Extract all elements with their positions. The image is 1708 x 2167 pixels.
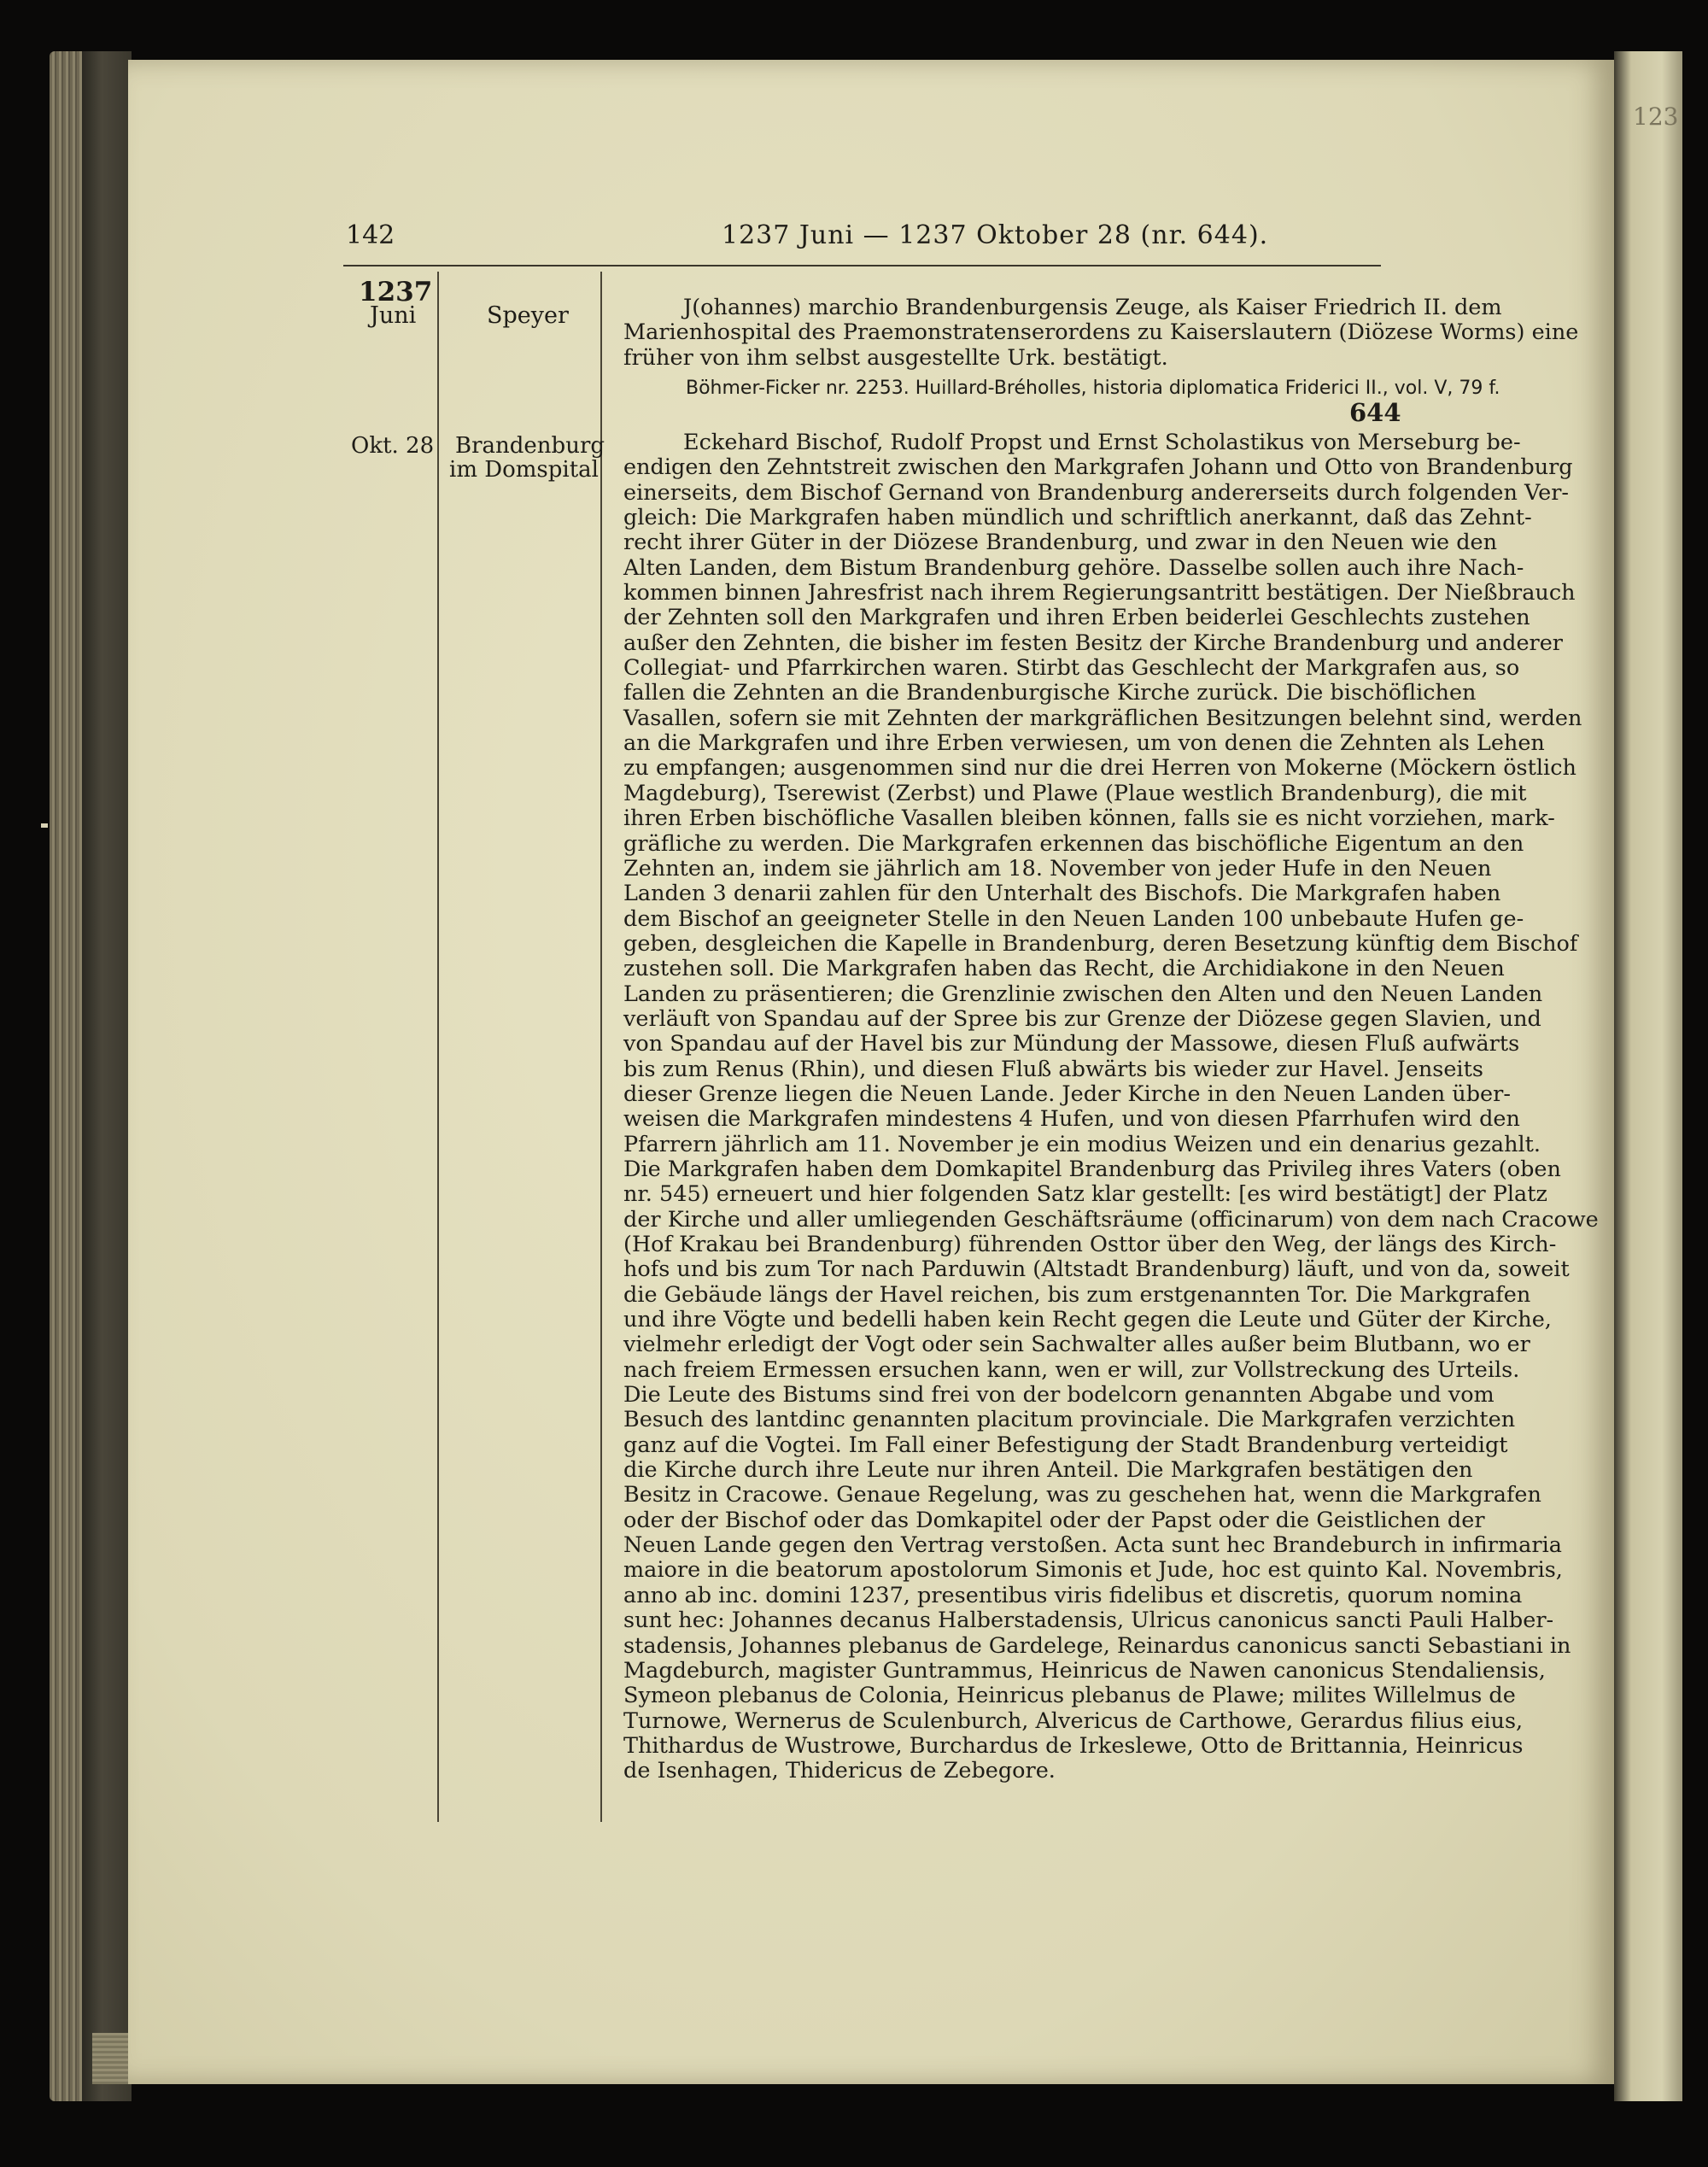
next-page-edge [1614, 51, 1682, 2101]
text-line: geben, desgleichen die Kapelle in Brandenburg, deren Besetzung künftig dem Bischof [623, 930, 1578, 957]
entry-place: Speyer [487, 302, 569, 329]
text-line: verläuft von Spandau auf der Spree bis zur Grenze der Diözese gegen Slavien, und [623, 1005, 1541, 1032]
text-line: vielmehr erledigt der Vogt oder sein Sachwalter alles außer beim Blutbann, wo er [623, 1332, 1530, 1358]
entry-number: 644 [1349, 398, 1401, 427]
text-line: sunt hec: Johannes decanus Halberstadensis, Ulricus canonicus sancti Pauli Halber- [623, 1608, 1554, 1634]
text-line: der Kirche und aller umliegenden Geschäftsräume (officinarum) von dem nach Cracowe [623, 1206, 1599, 1233]
text-line: ganz auf die Vogtei. Im Fall einer Befestigung der Stadt Brandenburg verteidigt [623, 1432, 1508, 1458]
text-line: an die Markgrafen und ihre Erben verwiesen, um von denen die Zehnten als Lehen [623, 730, 1545, 757]
text-line: endigen den Zehntstreit zwischen den Markgrafen Johann und Otto von Brandenburg [623, 454, 1573, 481]
text-line: zu empfangen; ausgenommen sind nur die drei Herren von Mokerne (Möckern östlich [623, 755, 1576, 782]
text-line: kommen binnen Jahresfrist nach ihrem Regierungsantritt bestätigen. Der Nießbrauch [623, 580, 1576, 606]
text-line: Turnowe, Wernerus de Sculenburch, Alvericus de Carthowe, Gerardus filius eius, [623, 1707, 1524, 1734]
text-line: und ihre Vögte und bedelli haben kein Recht gegen die Leute und Güter der Kirche, [623, 1307, 1552, 1333]
text-line: Landen zu präsentieren; die Grenzlinie zwischen den Alten und den Neuen Landen [623, 981, 1543, 1007]
text-line: Neuen Lande gegen den Vertrag verstoßen. Acta sunt hec Brandeburch in infirmaria [623, 1532, 1562, 1559]
text-line: nr. 545) erneuert und hier folgenden Satz klar gestellt: [es wird bestätigt] der Platz [623, 1181, 1547, 1208]
text-line: oder der Bischof oder das Domkapitel oder der Papst oder die Geistlichen der [623, 1507, 1485, 1533]
text-line: Besitz in Cracowe. Genaue Regelung, was zu geschehen hat, wenn die Markgrafen [623, 1482, 1541, 1508]
entry-year: 1237 [359, 277, 433, 307]
text-line: die Kirche durch ihre Leute nur ihren Anteil. Die Markgrafen bestätigen den [623, 1457, 1473, 1484]
text-line: gräfliche zu werden. Die Markgrafen erkennen das bischöfliche Eigentum an den [623, 830, 1524, 857]
column-divider-date [437, 272, 439, 1822]
text-line: Zehnten an, indem sie jährlich am 18. November von jeder Hufe in den Neuen [623, 855, 1492, 881]
text-line: Magdeburg), Tserewist (Zerbst) und Plawe (Plaue westlich Brandenburg), die mit [623, 780, 1527, 806]
text-line: de Isenhagen, Thidericus de Zebegore. [623, 1758, 1056, 1784]
text-line: bis zum Renus (Rhin), und diesen Fluß abwärts bis wieder zur Havel. Jenseits [623, 1056, 1483, 1082]
text-line: maiore in die beatorum apostolorum Simonis et Jude, hoc est quinto Kal. Novembris, [623, 1557, 1563, 1584]
text-line: einerseits, dem Bischof Gernand von Brandenburg andererseits durch folgenden Ver- [623, 479, 1570, 506]
text-line: J(ohannes) marchio Brandenburgensis Zeuge, als Kaiser Friedrich II. dem [683, 295, 1502, 320]
text-line: ihren Erben bischöfliche Vasallen bleiben können, falls sie es nicht vorziehen, mark- [623, 805, 1555, 832]
running-title: 1237 Juni — 1237 Oktober 28 (nr. 644). [722, 220, 1269, 250]
page-number: 142 [346, 220, 395, 250]
text-line: außer den Zehnten, die bisher im festen Besitz der Kirche Brandenburg und anderer [623, 630, 1563, 656]
entry-1-text [623, 295, 1579, 371]
text-line: Thithardus de Wustrowe, Burchardus de Irkeslewe, Otto de Brittannia, Heinricus [623, 1732, 1524, 1759]
bookmark-pin [41, 823, 48, 828]
text-line: Landen 3 denarii zahlen für den Unterhalt des Bischofs. Die Markgrafen haben [623, 881, 1501, 907]
text-line: Collegiat- und Pfarrkirchen waren. Stirbt das Geschlecht der Markgrafen aus, so [623, 655, 1520, 682]
text-line: nach freiem Ermessen ersuchen kann, wen er will, zur Vollstreckung des Urteils. [623, 1356, 1520, 1383]
text-line: die Gebäude längs der Havel reichen, bis zum erstgenannten Tor. Die Markgrafen [623, 1281, 1531, 1308]
text-line: Alten Landen, dem Bistum Brandenburg gehöre. Dasselbe sollen auch ihre Nach- [623, 554, 1524, 581]
text-line: zustehen soll. Die Markgrafen haben das Recht, die Archidiakone in den Neuen [623, 956, 1505, 982]
column-divider-place [600, 272, 602, 1822]
text-line: (Hof Krakau bei Brandenburg) führenden Osttor über den Weg, der längs des Kirch- [623, 1232, 1557, 1257]
text-line: anno ab inc. domini 1237, presentibus viris fidelibus et discretis, quorum nomina [623, 1582, 1523, 1608]
text-line: gleich: Die Markgrafen haben mündlich und schriftlich anerkannt, daß das Zehnt- [623, 505, 1532, 531]
text-line: Die Leute des Bistums sind frei von der bodelcorn genannten Abgabe und vom [623, 1382, 1494, 1409]
entry-place-line-2: im Domspital [449, 457, 599, 483]
text-line: recht ihrer Güter in der Diözese Brandenburg, und zwar in den Neuen wie den [623, 530, 1498, 556]
header-rule [343, 265, 1381, 266]
text-line: Vasallen, sofern sie mit Zehnten der markgräflichen Besitzungen belehnt sind, werden [623, 705, 1582, 731]
text-line: dieser Grenze liegen die Neuen Lande. Jeder Kirche in den Neuen Landen über- [623, 1081, 1511, 1107]
text-line: weisen die Markgrafen mindestens 4 Hufen, und von diesen Pfarrhufen wird den [623, 1106, 1520, 1133]
text-line: Symeon plebanus de Colonia, Heinricus plebanus de Plawe; milites Willelmus de [623, 1683, 1516, 1709]
text-line: Pfarrern jährlich am 11. November je ein modius Weizen und ein denarius gezahlt. [623, 1131, 1541, 1157]
text-line: Marienhospital des Praemonstratenserordens zu Kaiserslautern (Diözese Worms) eine [623, 319, 1579, 346]
text-line: der Zehnten soll den Markgrafen und ihren Erben beiderlei Geschlechts zustehen [623, 605, 1530, 631]
book-spine [82, 51, 132, 2101]
text-line: dem Bischof an geeigneter Stelle in den Neuen Landen 100 unbebaute Hufen ge- [623, 905, 1524, 932]
text-line: Magdeburch, magister Guntrammus, Heinricus de Nawen canonicus Stendaliensis, [623, 1657, 1546, 1684]
entry-date: Okt. 28 [351, 433, 435, 459]
text-line: von Spandau auf der Havel bis zur Mündung der Massowe, diesen Fluß aufwärts [623, 1031, 1520, 1057]
text-line: Die Markgrafen haben dem Domkapitel Brandenburg das Privileg ihres Vaters (oben [623, 1156, 1561, 1182]
text-line: stadensis, Johannes plebanus de Gardelege, Reinardus canonicus sancti Sebastiani in [623, 1632, 1571, 1659]
entry-2-text [623, 430, 1599, 1784]
text-line: hofs und bis zum Tor nach Parduwin (Altstadt Brandenburg) läuft, und von da, soweit [623, 1256, 1570, 1283]
entry-place-line-1: Brandenburg [455, 433, 605, 459]
text-line: Besuch des lantdinc genannten placitum provinciale. Die Markgrafen verzichten [623, 1407, 1516, 1433]
bibliographic-reference: Böhmer-Ficker nr. 2253. Huillard-Bréholles, historia diplomatica Friderici II., vol. V, 79 f. [686, 378, 1500, 399]
text-line: fallen die Zehnten an die Brandenburgische Kirche zurück. Die bischöflichen [623, 680, 1477, 706]
next-page-fragment: 123 [1633, 102, 1679, 131]
text-line: früher von ihm selbst ausgestellte Urk. bestätigt. [623, 344, 1168, 371]
text-line: Eckehard Bischof, Rudolf Propst und Ernst Scholastikus von Merseburg be- [683, 430, 1521, 455]
entry-month: Juni [370, 302, 417, 329]
